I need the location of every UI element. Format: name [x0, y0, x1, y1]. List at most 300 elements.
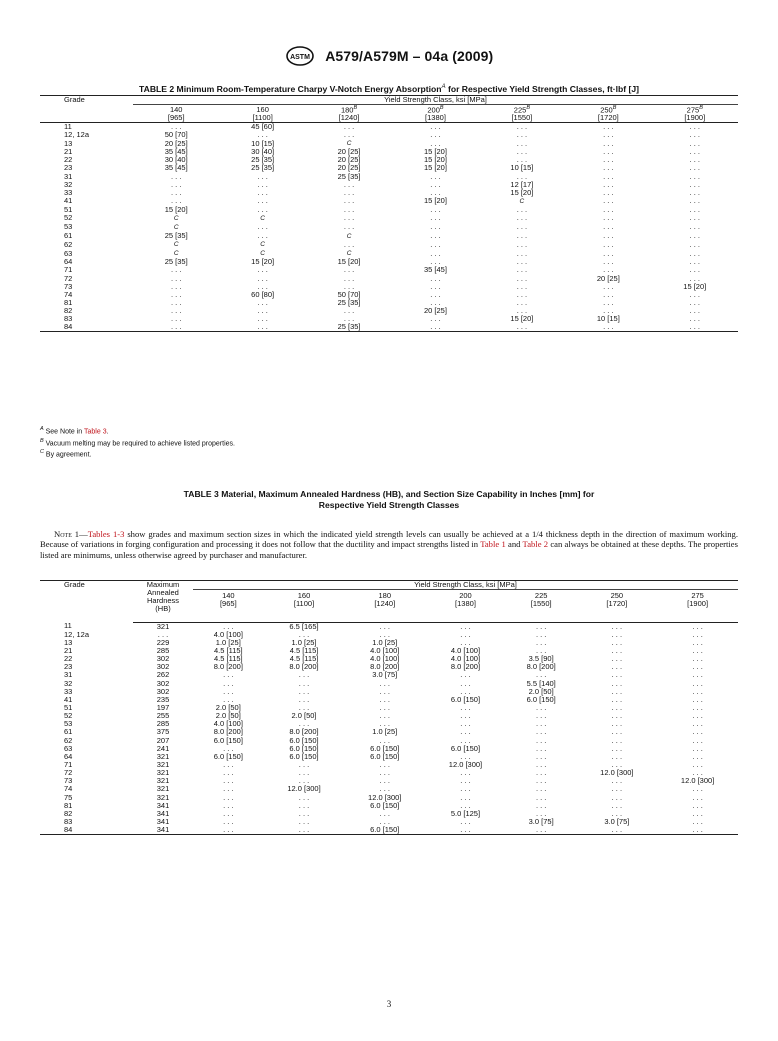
table3-group-header: Yield Strength Class, ksi [MPa] — [193, 581, 738, 590]
value-cell: . . . — [689, 138, 700, 148]
grade-cell: 13 — [64, 637, 73, 647]
grade-cell: 32 — [64, 678, 73, 688]
value-cell: . . . — [603, 265, 614, 275]
value-cell: . . . — [171, 313, 182, 323]
table-row — [40, 123, 738, 131]
value-cell: . . . — [576, 826, 657, 834]
value-cell: . . . — [603, 155, 614, 165]
value-cell: 20 [25] — [337, 155, 361, 165]
page-header — [0, 46, 778, 66]
value-cell: . . . — [298, 816, 310, 826]
grade-cell: 21 — [64, 646, 73, 656]
value-cell: 1.0 [25] — [372, 637, 398, 647]
grade-cell: 12, 12a — [64, 629, 90, 639]
value-cell: C — [260, 214, 265, 222]
grade-cell: 74 — [64, 289, 73, 299]
value-cell: . . . — [535, 735, 547, 745]
value-cell: . . . — [171, 297, 182, 307]
grade-cell: 63 — [64, 743, 73, 753]
value-cell: 6.0 [150] — [450, 694, 481, 704]
value-cell: . . . — [692, 686, 703, 696]
value-cell: . . . — [535, 759, 547, 769]
value-cell: . . . — [603, 297, 614, 307]
value-cell: . . . — [689, 130, 700, 140]
value-cell: 4.0 [100] — [370, 646, 400, 656]
value-cell: 30 [40] — [164, 155, 188, 165]
table-row — [40, 323, 738, 331]
grade-cell: 13 — [64, 138, 73, 148]
value-cell: . . . — [603, 204, 614, 214]
table3-grade-header: Grade — [40, 581, 133, 623]
value-cell: . . . — [516, 147, 528, 157]
value-cell: 12.0 [300] — [368, 792, 402, 802]
value-cell: . . . — [379, 776, 390, 786]
value-cell: . . . — [193, 826, 264, 834]
value-cell: 8.0 [200] — [450, 662, 481, 672]
value-cell: 25 [35] — [164, 257, 188, 267]
value-cell: . . . — [603, 138, 614, 148]
value-cell: . . . — [611, 735, 623, 745]
table2-col-header-mpa: [1380] — [392, 114, 478, 122]
table-row — [40, 139, 738, 148]
table2-col-header-ksi: $275^B$ — [686, 104, 703, 115]
value-cell: . . . — [430, 130, 441, 140]
value-cell: . . . — [343, 281, 355, 291]
value-cell: . . . — [257, 273, 268, 283]
value-cell: . . . — [535, 784, 547, 794]
value-cell: 50 [70] — [337, 289, 361, 299]
value-cell: . . . — [343, 187, 355, 197]
grade-cell: 83 — [64, 313, 73, 323]
value-cell: . . . — [535, 711, 547, 721]
value-cell: . . . — [223, 800, 234, 810]
value-cell: 12.0 [300] — [287, 784, 321, 794]
value-cell: . . . — [379, 808, 390, 818]
value-cell: . . . — [257, 171, 268, 181]
value-cell: . . . — [692, 719, 703, 729]
value-cell: . . . — [603, 281, 614, 291]
value-cell: . . . — [460, 727, 471, 737]
table-row — [40, 156, 738, 164]
hardness-cell: 255 — [156, 711, 170, 721]
value-cell: 6.0 [150] — [370, 743, 400, 753]
value-cell: C — [173, 214, 179, 222]
hardness-cell: 241 — [156, 743, 170, 753]
value-cell: . . . — [257, 297, 268, 307]
value-cell: . . . — [343, 179, 355, 189]
value-cell: . . . — [603, 163, 614, 173]
value-cell: . . . — [257, 130, 268, 140]
table2-col-header-ksi: 160 — [256, 104, 269, 114]
value-cell: . . . — [689, 155, 700, 165]
value-cell: 2.0 [50] — [215, 703, 241, 712]
value-cell: . . . — [516, 297, 528, 307]
grade-cell: 33 — [64, 187, 73, 197]
value-cell: 4.0 [100] — [370, 654, 400, 664]
value-cell: . . . — [460, 768, 471, 778]
value-cell: . . . — [171, 187, 182, 197]
table2-col-header-mpa: [1900] — [652, 114, 738, 122]
value-cell: . . . — [343, 239, 355, 249]
hardness-cell: 302 — [156, 654, 170, 664]
standard-designation: A579/A579M – 04a (2009) — [325, 48, 494, 64]
value-cell: . . . — [430, 239, 441, 249]
value-cell: 4.0 [100] — [213, 719, 243, 729]
table-row — [40, 172, 738, 180]
grade-cell: 72 — [64, 273, 73, 283]
grade-cell: 71 — [64, 265, 73, 275]
value-cell: . . . — [565, 323, 651, 331]
grade-cell: 82 — [64, 305, 73, 315]
table2-col-header-mpa: [1720] — [565, 114, 651, 122]
value-cell: . . . — [460, 800, 471, 810]
grade-cell: 23 — [64, 662, 73, 672]
value-cell: . . . — [171, 265, 182, 275]
value-cell: 20 [25] — [337, 147, 361, 157]
value-cell: . . . — [603, 171, 614, 181]
footnote: $^A$ See Note in Table 3. — [40, 426, 109, 436]
grade-cell: 32 — [64, 179, 73, 189]
value-cell: . . . — [343, 122, 355, 132]
value-cell: . . . — [692, 646, 703, 656]
value-cell: C — [260, 241, 265, 249]
table2-title: TABLE 2 Minimum Room-Temperature Charpy V-Notch Energy Absorption$^A$ for Respective Yield Strength Classes, ft·lbf [J] — [139, 83, 639, 94]
hardness-cell: 321 — [156, 784, 170, 794]
hardness-cell: 302 — [156, 686, 170, 696]
value-cell: . . . — [603, 130, 614, 140]
value-cell: . . . — [689, 297, 700, 307]
grade-cell: 82 — [64, 808, 73, 818]
value-cell: . . . — [516, 171, 528, 181]
value-cell: . . . — [603, 239, 614, 249]
value-cell: . . . — [298, 686, 310, 696]
value-cell: . . . — [689, 122, 700, 132]
value-cell: . . . — [611, 792, 623, 802]
value-cell: . . . — [298, 670, 310, 680]
value-cell: . . . — [257, 231, 268, 240]
hardness-cell: 285 — [156, 719, 170, 729]
value-cell: . . . — [460, 629, 471, 639]
value-cell: 20 [25] — [164, 138, 188, 148]
value-cell: . . . — [460, 621, 471, 631]
value-cell: 4.5 [115] — [214, 646, 243, 656]
value-cell: . . . — [611, 743, 623, 753]
value-cell: 15 [20] — [683, 281, 707, 291]
value-cell: . . . — [689, 305, 700, 315]
table-row — [40, 826, 738, 834]
value-cell: . . . — [430, 122, 441, 132]
value-cell: . . . — [535, 743, 547, 753]
value-cell: 6.0 [150] — [344, 826, 425, 834]
hardness-cell: 302 — [156, 678, 170, 688]
value-cell: . . . — [611, 776, 623, 786]
hardness-cell: 321 — [156, 792, 170, 802]
value-cell: . . . — [343, 222, 355, 232]
hardness-cell: 207 — [156, 735, 170, 745]
value-cell: . . . — [430, 313, 441, 323]
value-cell: . . . — [460, 670, 471, 680]
value-cell: . . . — [430, 281, 441, 291]
value-cell: 6.0 [150] — [370, 800, 400, 810]
hardness-cell: . . . — [157, 629, 169, 639]
hardness-cell: 341 — [156, 800, 170, 810]
hardness-cell: 302 — [156, 662, 170, 672]
value-cell: . . . — [298, 629, 310, 639]
table3-col-header-ksi: 250 — [610, 590, 624, 600]
value-cell: . . . — [223, 678, 234, 688]
table-row — [40, 189, 738, 197]
value-cell: 15 [20] — [424, 163, 447, 173]
value-cell: . . . — [692, 637, 703, 647]
value-cell: . . . — [692, 703, 703, 712]
value-cell: 4.0 [100] — [213, 629, 243, 639]
value-cell: . . . — [171, 196, 182, 206]
value-cell: . . . — [223, 776, 234, 786]
value-cell: . . . — [379, 759, 390, 769]
value-cell: . . . — [611, 629, 623, 639]
value-cell: C — [173, 250, 179, 258]
value-cell: 8.0 [200] — [213, 662, 243, 672]
value-cell: 25 [35] — [337, 297, 361, 307]
value-cell: 8.0 [200] — [289, 727, 319, 737]
value-cell: 3.5 [90] — [528, 654, 554, 664]
value-cell: . . . — [343, 313, 355, 323]
value-cell: . . . — [257, 187, 268, 197]
value-cell: . . . — [343, 265, 355, 275]
value-cell: 10 [15] — [596, 313, 620, 323]
value-cell: 8.0 [200] — [289, 662, 319, 672]
value-cell: 15 [20] — [510, 187, 534, 197]
value-cell: C — [173, 223, 179, 231]
value-cell: . . . — [171, 289, 182, 299]
value-cell: . . . — [257, 305, 268, 315]
value-cell: 50 [70] — [164, 130, 188, 140]
table2-col-header-mpa: [965] — [133, 114, 219, 122]
value-cell: 20 [25] — [596, 273, 620, 283]
value-cell: C — [346, 140, 352, 148]
value-cell: 10 [15] — [510, 163, 534, 173]
value-cell: C — [346, 232, 352, 240]
grade-cell: 31 — [64, 670, 73, 680]
value-cell: 35 [45] — [164, 147, 188, 157]
value-cell: 30 [40] — [251, 147, 275, 157]
value-cell: . . . — [430, 222, 441, 232]
value-cell: . . . — [379, 629, 390, 639]
value-cell: 15 [20] — [424, 147, 447, 157]
value-cell: . . . — [343, 213, 355, 223]
value-cell: . . . — [257, 281, 268, 291]
table3-col-header-mpa: [1720] — [576, 600, 657, 622]
value-cell: 25 [35] — [251, 155, 275, 165]
value-cell: . . . — [689, 273, 700, 283]
value-cell: . . . — [379, 678, 390, 688]
value-cell: . . . — [689, 196, 700, 206]
value-cell: . . . — [506, 826, 577, 834]
value-cell: 25 [35] — [337, 171, 361, 181]
table-row — [40, 223, 738, 232]
value-cell: . . . — [535, 719, 547, 729]
value-cell: 12.0 [300] — [600, 768, 634, 778]
table3-col-header-ksi: 160 — [297, 590, 311, 600]
table-row — [40, 307, 738, 315]
value-cell: . . . — [298, 694, 310, 704]
value-cell: 15 [20] — [424, 155, 447, 165]
value-cell: . . . — [516, 265, 528, 275]
value-cell: . . . — [603, 196, 614, 206]
table-3-link[interactable]: Table 3 — [84, 428, 107, 436]
value-cell: . . . — [692, 662, 703, 672]
table-row — [40, 266, 738, 274]
table3-col-header-mpa: [1550] — [506, 600, 577, 622]
grade-cell: 41 — [64, 694, 73, 704]
value-cell: . . . — [460, 792, 471, 802]
grade-cell: 11 — [64, 621, 72, 631]
table-row — [40, 214, 738, 223]
table3-col-header-mpa: [1240] — [344, 600, 425, 622]
grade-cell: 84 — [40, 323, 133, 331]
value-cell: . . . — [603, 187, 614, 197]
grade-cell: 11 — [64, 122, 72, 132]
table-row — [40, 206, 738, 214]
value-cell: . . . — [171, 171, 182, 181]
value-cell: . . . — [516, 273, 528, 283]
value-cell: 6.0 [150] — [213, 751, 243, 761]
value-cell: . . . — [611, 694, 623, 704]
value-cell: 4.0 [100] — [450, 654, 481, 664]
table3-col-header-ksi: 140 — [222, 590, 235, 600]
value-cell: . . . — [689, 257, 700, 267]
value-cell: 1.0 [25] — [215, 637, 241, 647]
table3-title: TABLE 3 Material, Maximum Annealed Hardness (HB), and Section Size Capability in Inches [mm] for Respective Yield Strength Classes — [183, 489, 595, 510]
value-cell: . . . — [516, 138, 528, 148]
value-cell: . . . — [516, 239, 528, 249]
grade-cell: 63 — [64, 248, 73, 258]
value-cell: C — [346, 250, 352, 258]
value-cell: . . . — [460, 776, 471, 786]
table2-col-header-ksi: $180^B$ — [340, 104, 358, 115]
footnote: $^C$ By agreement. — [40, 449, 92, 459]
table2-col-header-mpa: [1240] — [306, 114, 392, 122]
value-cell: . . . — [603, 147, 614, 157]
value-cell: . . . — [692, 735, 703, 745]
value-cell: . . . — [535, 808, 547, 818]
value-cell: . . . — [692, 792, 703, 802]
table-2-link[interactable]: Table 2 — [522, 539, 549, 550]
grade-cell: 81 — [64, 297, 73, 307]
value-cell: . . . — [171, 273, 182, 283]
hardness-cell: 341 — [133, 826, 193, 834]
value-cell: . . . — [430, 204, 441, 214]
grade-cell: 23 — [64, 163, 73, 173]
value-cell: . . . — [430, 297, 441, 307]
grade-cell: 31 — [64, 171, 73, 181]
value-cell: . . . — [535, 637, 547, 647]
value-cell: . . . — [298, 719, 310, 729]
table-1-link[interactable]: Table 1 — [480, 539, 506, 550]
value-cell: . . . — [692, 629, 703, 639]
value-cell: . . . — [379, 735, 390, 745]
value-cell: 4.5 [115] — [289, 654, 319, 664]
value-cell: . . . — [460, 703, 471, 712]
value-cell: . . . — [298, 759, 310, 769]
value-cell: . . . — [535, 751, 547, 761]
hardness-cell: 321 — [156, 621, 170, 631]
grade-cell: 72 — [64, 768, 73, 778]
grade-cell: 62 — [64, 735, 73, 745]
value-cell: . . . — [430, 289, 441, 299]
grade-cell: 73 — [64, 281, 73, 291]
value-cell: 6.0 [150] — [370, 751, 400, 761]
table3-col-header-ksi: 225 — [534, 590, 548, 600]
value-cell: . . . — [692, 670, 703, 680]
value-cell: . . . — [460, 784, 471, 794]
table-row — [40, 274, 738, 282]
value-cell: . . . — [611, 621, 623, 631]
value-cell: . . . — [603, 179, 614, 189]
value-cell: . . . — [171, 305, 182, 315]
value-cell: . . . — [657, 826, 738, 834]
value-cell: . . . — [223, 694, 234, 704]
grade-cell: 75 — [64, 792, 73, 802]
value-cell: C — [173, 241, 179, 249]
value-cell: . . . — [689, 204, 700, 214]
hardness-cell: 197 — [156, 703, 170, 712]
value-cell: 25 [35] — [306, 323, 392, 331]
svg-text:ASTM: ASTM — [289, 54, 310, 61]
grade-cell: 53 — [64, 719, 73, 729]
value-cell: 3.0 [75] — [372, 670, 398, 680]
hardness-cell: 321 — [156, 759, 170, 769]
value-cell: . . . — [460, 751, 471, 761]
value-cell: . . . — [298, 768, 310, 778]
value-cell: . . . — [692, 727, 703, 737]
value-cell: 6.0 [150] — [213, 735, 243, 745]
value-cell: . . . — [343, 196, 355, 206]
value-cell: 8.0 [200] — [370, 662, 400, 672]
value-cell: C — [519, 197, 525, 205]
value-cell: 15 [20] — [251, 257, 275, 267]
hardness-cell: 229 — [156, 637, 170, 647]
value-cell: . . . — [611, 703, 623, 712]
value-cell: . . . — [689, 179, 700, 189]
value-cell: 3.0 [75] — [528, 816, 554, 826]
tables-1-3-link[interactable]: Tables 1-3 — [87, 529, 125, 539]
value-cell: . . . — [223, 670, 234, 680]
value-cell: . . . — [516, 213, 528, 223]
value-cell: 5.0 [125] — [450, 808, 481, 818]
value-cell: . . . — [611, 751, 623, 761]
value-cell: . . . — [692, 751, 703, 761]
value-cell: 8.0 [200] — [213, 727, 243, 737]
value-cell: 12.0 [300] — [680, 776, 715, 786]
value-cell: . . . — [430, 171, 441, 181]
value-cell: . . . — [460, 686, 471, 696]
value-cell: . . . — [479, 323, 565, 331]
table2-grade-header: Grade — [40, 96, 133, 105]
value-cell: . . . — [298, 808, 310, 818]
value-cell: . . . — [692, 711, 703, 721]
value-cell: . . . — [379, 784, 390, 794]
value-cell: . . . — [689, 289, 700, 299]
value-cell: 2.0 [50] — [215, 711, 241, 721]
table-row — [40, 181, 738, 189]
value-cell: . . . — [611, 686, 623, 696]
value-cell: . . . — [535, 776, 547, 786]
value-cell: . . . — [379, 719, 390, 729]
table-row — [40, 299, 738, 307]
grade-cell: 64 — [64, 257, 73, 267]
value-cell: . . . — [603, 213, 614, 223]
